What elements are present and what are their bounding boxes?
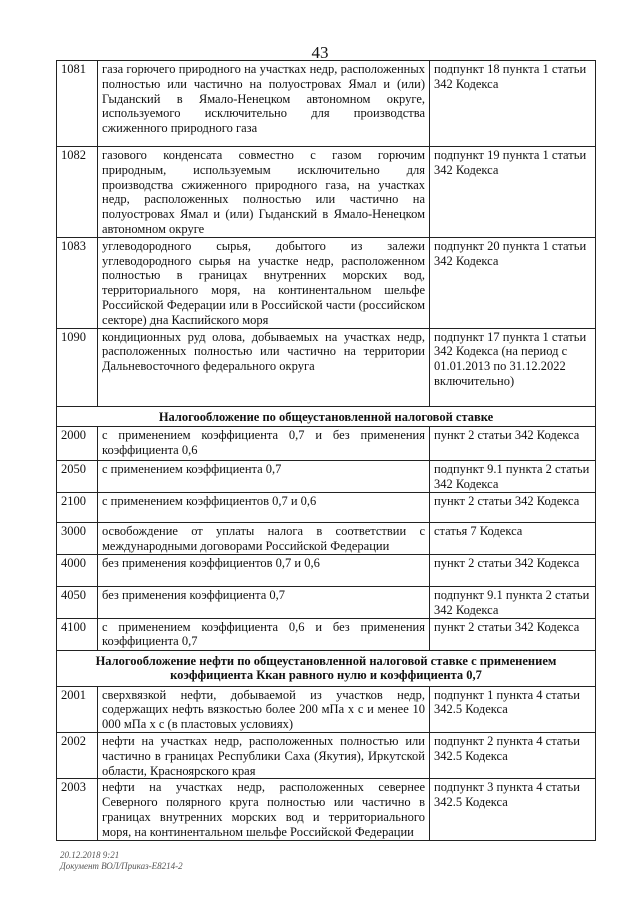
table-row <box>57 147 596 238</box>
table-row <box>57 618 596 650</box>
description-cell: кондиционных руд олова, добываемых на участках недр, расположенных полностью или частично на территории Дальневосточного федерального округа <box>98 328 430 406</box>
reference-cell: пункт 2 статьи 342 Кодекса <box>430 554 596 586</box>
description-cell: освобождение от уплаты налога в соответствии с международными договорами Российской Федерации <box>98 522 430 554</box>
description-cell: сверхвязкой нефти, добываемой из участков недр, содержащих нефть вязкостью более 200 мПа х с и менее 10 000 мПа х с (в пластовых условиях) <box>98 686 430 732</box>
reference-cell: пункт 2 статьи 342 Кодекса <box>430 427 596 461</box>
code-cell: 2001 <box>57 686 98 732</box>
table-row <box>57 237 596 328</box>
code-cell: 2100 <box>57 492 98 522</box>
description-cell: нефти на участках недр, расположенных полностью или частично в границах Республики Саха (Якутия), Иркутской области, Красноярского края <box>98 732 430 778</box>
reference-cell: подпункт 18 пункта 1 статьи 342 Кодекса <box>430 61 596 147</box>
section-header-row <box>57 406 596 427</box>
code-cell: 3000 <box>57 522 98 554</box>
code-cell: 1090 <box>57 328 98 406</box>
description-cell: газа горючего природного на участках недр, расположенных полностью или частично на полуостровах Ямал и (или) Гыданский в Ямало-Ненецком автономном округе, используемого исключительно для производства сжиженного природного газа <box>98 61 430 147</box>
reference-cell: подпункт 3 пункта 4 статьи 342.5 Кодекса <box>430 779 596 840</box>
reference-cell: пункт 2 статьи 342 Кодекса <box>430 618 596 650</box>
code-cell: 2050 <box>57 461 98 493</box>
code-cell: 4100 <box>57 618 98 650</box>
reference-cell: пункт 2 статьи 342 Кодекса <box>430 492 596 522</box>
description-cell: с применением коэффициентов 0,7 и 0,6 <box>98 492 430 522</box>
table-row <box>57 328 596 406</box>
table-row <box>57 492 596 522</box>
table-row <box>57 427 596 461</box>
table-row <box>57 686 596 732</box>
page-number: 43 <box>311 43 329 62</box>
tax-code-table <box>56 60 596 841</box>
reference-cell: подпункт 20 пункта 1 статьи 342 Кодекса <box>430 237 596 328</box>
description-cell: газового конденсата совместно с газом горючим природным, используемым исключительно для производства сжиженного природного газа, на участках недр, расположенных полностью или частично на полуостровах Ямал и (или) Гыданский в Ямало-Ненецком автономном округе <box>98 147 430 238</box>
section-header-row <box>57 650 596 686</box>
section-title: Налогообложение по общеустановленной налоговой ставке <box>57 406 596 427</box>
table-row <box>57 779 596 840</box>
code-cell: 1083 <box>57 237 98 328</box>
document-footer <box>60 850 183 872</box>
table-row <box>57 586 596 618</box>
description-cell: без применения коэффициентов 0,7 и 0,6 <box>98 554 430 586</box>
reference-cell: подпункт 17 пункта 1 статьи 342 Кодекса (на период с 01.01.2013 по 31.12.2022 включительно) <box>430 328 596 406</box>
code-cell: 1082 <box>57 147 98 238</box>
reference-cell: статья 7 Кодекса <box>430 522 596 554</box>
description-cell: с применением коэффициента 0,7 и без применения коэффициента 0,6 <box>98 427 430 461</box>
code-cell: 4000 <box>57 554 98 586</box>
description-cell: с применением коэффициента 0,6 и без применения коэффициента 0,7 <box>98 618 430 650</box>
footer-document-id: Документ ВОЛ/Приказ-Е8214-2 <box>60 861 183 871</box>
code-cell: 2002 <box>57 732 98 778</box>
table-row <box>57 61 596 147</box>
table-row <box>57 522 596 554</box>
description-cell: углеводородного сырья, добытого из залежи углеводородного сырья на участке недр, расположенном полностью в границах внутренних морских вод, территориального моря, на континентальном шельфе Российской Федерации или в Российской части (российском секторе) дна Каспийского моря <box>98 237 430 328</box>
section-title: Налогообложение нефти по общеустановленной налоговой ставке с применением коэффициента Ккан равного нулю и коэффициента 0,7 <box>57 650 596 686</box>
code-cell: 4050 <box>57 586 98 618</box>
code-cell: 2003 <box>57 779 98 840</box>
reference-cell: подпункт 9.1 пункта 2 статьи 342 Кодекса <box>430 461 596 493</box>
table-row <box>57 554 596 586</box>
code-cell: 2000 <box>57 427 98 461</box>
reference-cell: подпункт 1 пункта 4 статьи 342.5 Кодекса <box>430 686 596 732</box>
reference-cell: подпункт 9.1 пункта 2 статьи 342 Кодекса <box>430 586 596 618</box>
description-cell: без применения коэффициента 0,7 <box>98 586 430 618</box>
table-row <box>57 732 596 778</box>
table-row <box>57 461 596 493</box>
description-cell: с применением коэффициента 0,7 <box>98 461 430 493</box>
code-cell: 1081 <box>57 61 98 147</box>
reference-cell: подпункт 2 пункта 4 статьи 342.5 Кодекса <box>430 732 596 778</box>
description-cell: нефти на участках недр, расположенных севернее Северного полярного круга полностью или частично в границах внутренних морских вод и территориального моря, на континентальном шельфе Российской Федерации <box>98 779 430 840</box>
footer-timestamp: 20.12.2018 9:21 <box>60 850 120 860</box>
reference-cell: подпункт 19 пункта 1 статьи 342 Кодекса <box>430 147 596 238</box>
